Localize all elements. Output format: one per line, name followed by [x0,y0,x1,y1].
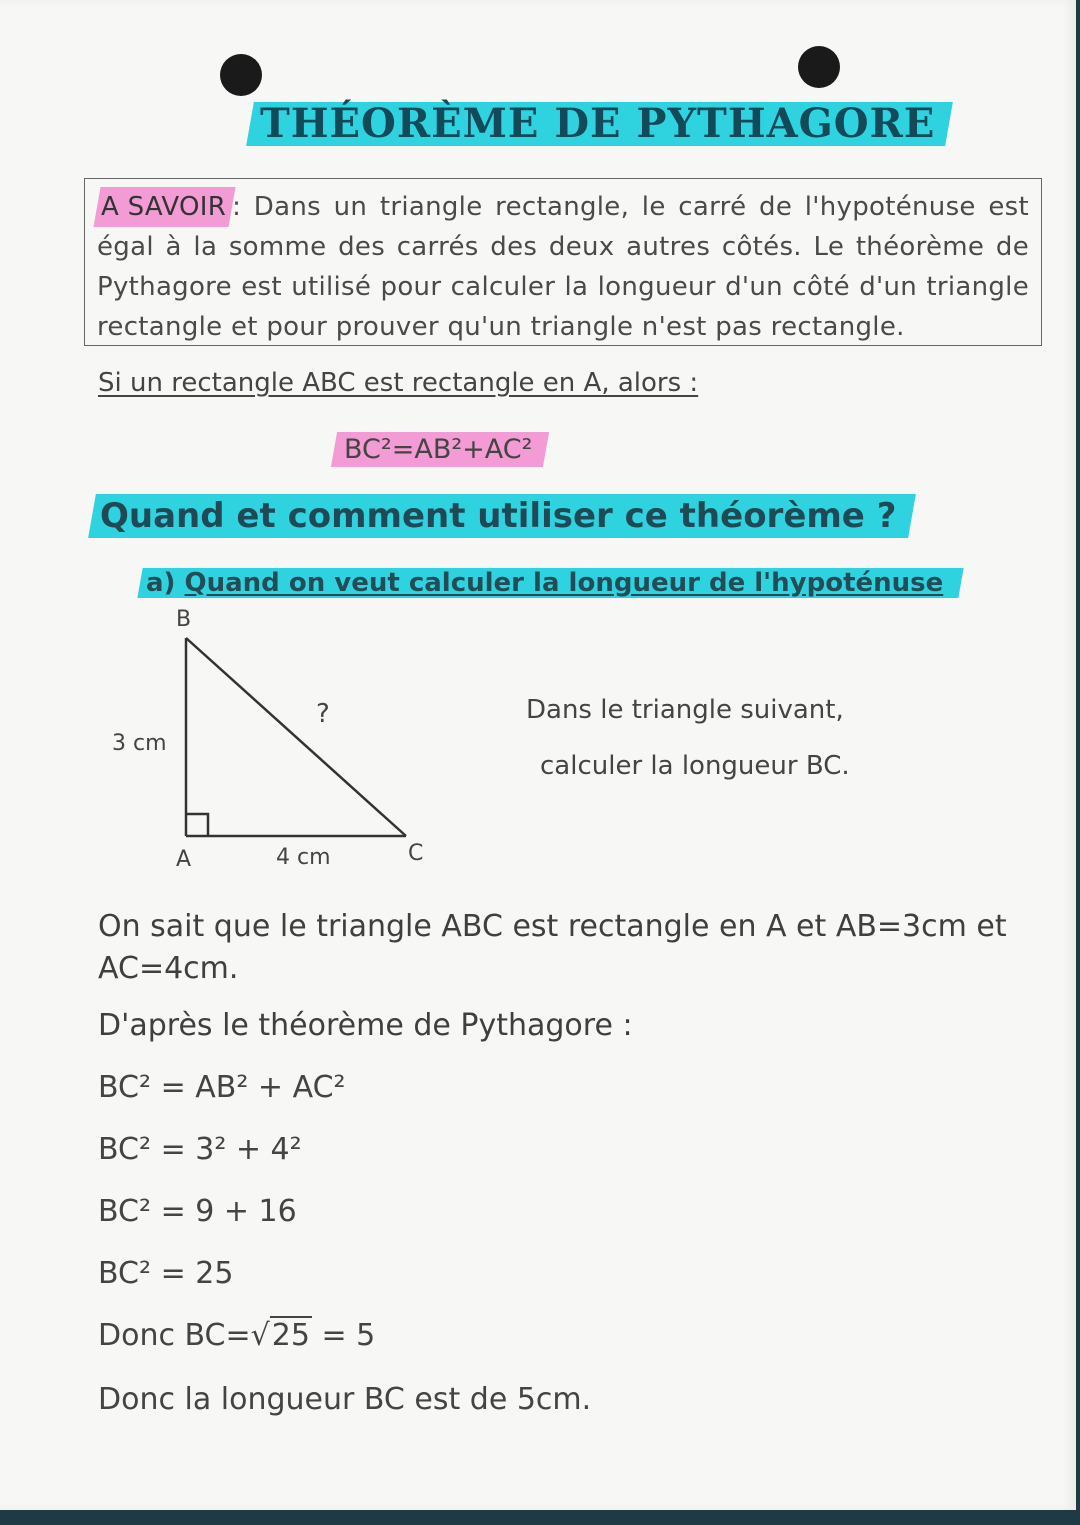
pythagore-formula: BC²=AB²+AC² [331,432,550,467]
side-bc-line [186,638,406,836]
section-title: Quand et comment utiliser ce théorème ? [88,494,916,538]
right-triangle-diagram [100,602,460,874]
definition-text: A SAVOIR : Dans un triangle rectangle, le carré de l'hypoténuse est égal à la somme des carrés des deux autres côtés. Le théorème de Pythagore est utilisé pour calculer la longueur d'un côté d'un triangle rectangle et pour prouver qu'un triangle n'est pas rectangle. [97,187,1029,347]
label-side-ab: 3 cm [112,731,167,756]
theorem-reference: D'après le théorème de Pythagore : [98,1008,633,1043]
sqrt-symbol: √ [250,1318,270,1353]
a-savoir-tag: A SAVOIR [93,187,235,227]
calc-step-4: BC² = 25 [98,1256,234,1291]
label-a: A [176,847,192,872]
subsection-title: a) Quand on veut calculer la longueur de l'hypoténuse [137,568,964,598]
condition-text: Si un rectangle ABC est rectangle en A, alors : [98,368,699,398]
right-angle-mark [186,814,208,836]
exercise-instruction [526,682,850,794]
label-side-ac: 4 cm [276,845,331,870]
punch-hole-right [798,46,840,88]
label-side-bc: ? [316,699,330,729]
definition-box [84,178,1042,346]
conclusion-text: Donc la longueur BC est de 5cm. [98,1382,592,1417]
calc-step-3: BC² = 9 + 16 [98,1194,297,1229]
sqrt-radicand: 25 [271,1318,310,1353]
label-c: C [408,841,424,866]
instruction-line-1: Dans le triangle suivant, [526,695,844,725]
calc-step-2: BC² = 3² + 4² [98,1132,302,1167]
label-b: B [176,607,192,632]
calc-step-1: BC² = AB² + AC² [98,1070,346,1105]
punch-hole-left [220,54,262,96]
calc-result: Donc BC=√25 = 5 [98,1318,376,1353]
instruction-line-2: calculer la longueur BC. [540,751,850,781]
page-title: THÉORÈME DE PYTHAGORE [246,102,953,146]
statement-text: On sait que le triangle ABC est rectangle en A et AB=3cm et AC=4cm. [98,909,1007,986]
